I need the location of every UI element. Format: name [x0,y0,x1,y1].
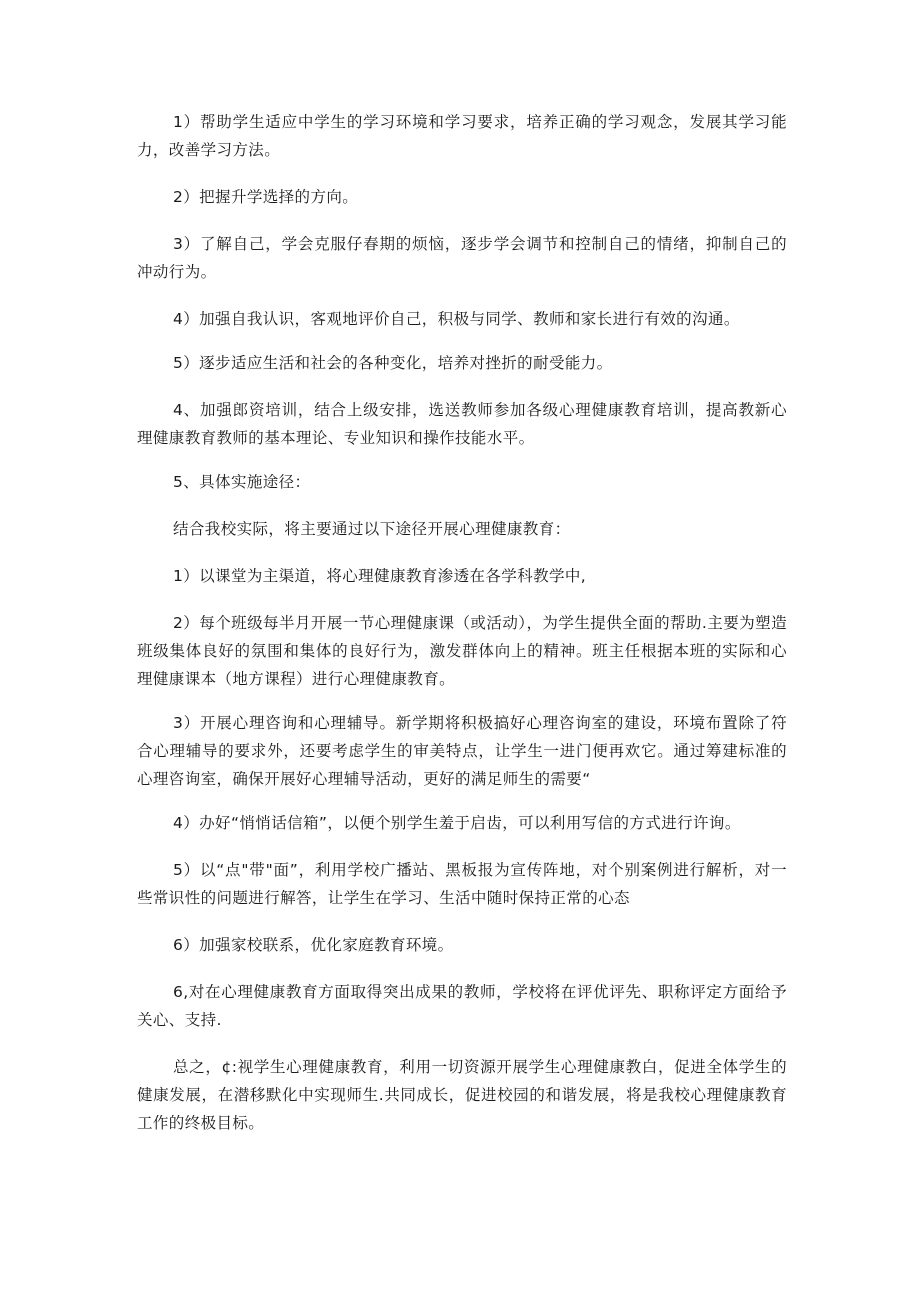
paragraph-16: 总之，¢:视学生心理健康教育，利用一切资源开展学生心理健康教白，促进全体学生的健康发展，在潜移默化中实现师生.共同成长，促进校园的和谐发展，将是我校心理健康教育工作的终极目标。 [137,1058,787,1132]
paragraph-1: 1）帮助学生适应中学生的学习环境和学习要求，培养正确的学习观念，发展其学习能力，改善学习方法。 [137,113,787,159]
paragraph-8: 结合我校实际，将主要通过以下途径开展心理健康教育： [173,520,571,538]
paragraph-14: 6）加强家校联系，优化家庭教育环境。 [173,936,454,954]
paragraph-3: 3）了解自己，学会克服仔春期的烦恼，逐步学会调节和控制自己的情绪，抑制自己的冲动行为。 [137,235,787,281]
paragraph-11: 3）开展心理咨询和心理辅导。新学期将积极搞好心理咨询室的建设，环境布置除了符合心理辅导的要求外，还要考虑学生的审美特点，让学生一进门便再欢它。通过筹建标准的心理咨询室，确保开展好心理辅导活动，更好的满足师生的需要“ [137,714,787,788]
paragraph-6: 4、加强郎资培训，结合上级安排，选送教师参加各级心理健康教育培训，提高教新心理健康教育教师的基本理论、专业知识和操作技能水平。 [137,401,787,447]
paragraph-2: 2）把握升学选择的方向。 [173,188,359,206]
paragraph-5: 5）逐步适应生活和社会的各种变化，培养对挫折的耐受能力。 [173,354,613,372]
paragraph-9: 1）以课堂为主渠道，将心理健康教育渗透在各学科教学中, [173,567,587,585]
paragraph-12: 4）办好“悄悄话信箱”，以便个别学生羞于启齿，可以利用写信的方式进行许询。 [173,814,741,832]
paragraph-7: 5、具体实施途径： [173,473,311,491]
paragraph-4: 4）加强自我认识，客观地评价自己，积极与同学、教师和家长进行有效的沟通。 [173,310,740,328]
paragraph-13: 5）以“点"带"面”，利用学校广播站、黑板报为宣传阵地，对个别案例进行解析，对一些常识性的问题进行解答，让学生在学习、生活中随时保持正常的心态 [137,861,787,907]
paragraph-10: 2）每个班级每半月开展一节心理健康课（或活动），为学生提供全面的帮助.主要为塑造班级集体良好的氛围和集体的良好行为，激发群体向上的精神。班主任根据本班的实际和心理健康课本（地方课程）进行心理健康教育。 [137,614,787,688]
document-body [137,108,787,1137]
paragraph-15: 6,对在心理健康教育方面取得突出成果的教师，学校将在评优评先、职称评定方面给予关心、支持. [137,983,787,1029]
